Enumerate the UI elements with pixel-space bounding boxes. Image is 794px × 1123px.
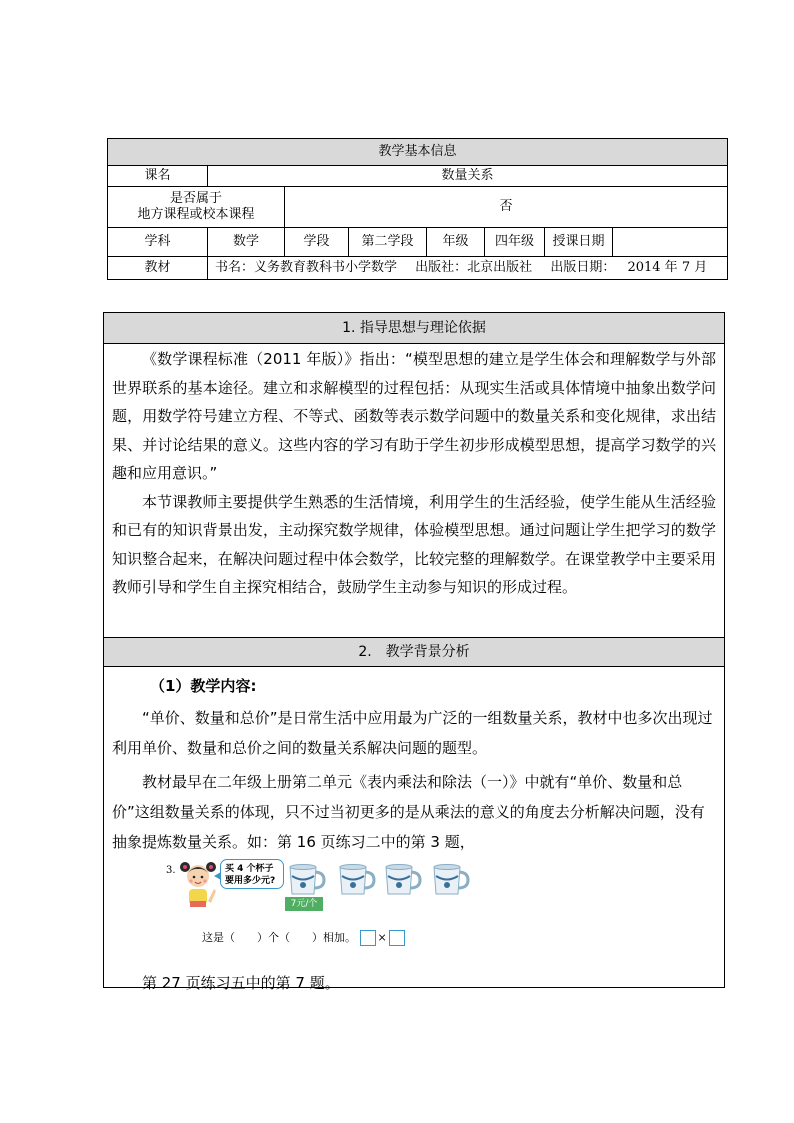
mug-icon: [382, 863, 422, 897]
exercise-question-text: 这是（ ）个（ ）相加。: [202, 931, 356, 944]
local-course-value: 否: [285, 187, 728, 228]
section2-paragraph-2: 教材最早在二年级上册第二单元《表内乘法和除法（一）》中就有“单价、数量和总价”这组数量关系的体现，只不过当初更多的是从乘法的意义的角度去分析解决问题，没有抽象提炼数量关系。如：第 16 页练习二中的第 3 题，: [112, 773, 705, 851]
girl-illustration: [178, 857, 218, 909]
mug-icon: [336, 863, 376, 897]
basic-info-table: [107, 138, 728, 280]
times-sign: ×: [377, 931, 387, 944]
speech-bubble: 买 4 个杯子要用多少元?: [220, 859, 284, 889]
answer-box: [360, 930, 376, 946]
mug-icon: [430, 863, 470, 897]
local-course-label: [108, 187, 285, 228]
course-value: 数量关系: [208, 166, 728, 187]
section2-paragraph-1: “单价、数量和总价”是日常生活中应用最为广泛的一组数量关系，教材中也多次出现过利用单价、数量和总价之间的数量关系解决问题的题型。: [112, 709, 713, 757]
local-course-label-line1: 是否属于: [169, 191, 222, 206]
section1-body: [104, 345, 724, 637]
teaching-content-heading: （1）教学内容:: [150, 677, 257, 695]
course-label: 课名: [108, 166, 208, 187]
publication-date-label: 出版日期：: [550, 260, 616, 275]
publication-date: 2014 年 7 月: [627, 260, 708, 275]
mug-icon: [286, 863, 326, 897]
grade-label: 年级: [427, 228, 485, 257]
textbook-label: 教材: [108, 257, 208, 280]
publisher: 出版社：北京出版社: [415, 260, 533, 275]
book-name: 书名：义务教育教科书小学数学: [215, 260, 398, 275]
grade-value: 四年级: [485, 228, 545, 257]
exercise-number: 3.: [166, 865, 176, 876]
date-value: [613, 228, 728, 257]
subject-label: 学科: [108, 228, 208, 257]
section1-heading: 1. 指导思想与理论依据: [104, 313, 724, 344]
textbook-info: [208, 257, 728, 280]
section1-paragraph-1: 《数学课程标准（2011 年版）》指出：“模型思想的建立是学生体会和理解数学与外部世界联系的基本途径。建立和求解模型的过程包括：从现实生活或具体情境中抽象出数学问题，用数学符号建立方程、不等式、函数等表示数学问题中的数量关系和变化规律，求出结果、并讨论结果的意义。这些内容的学习有助于学生初步形成模型思想，提高学习数学的兴趣和应用意识。”: [112, 350, 716, 482]
section1-paragraph-2: 本节课教师主要提供学生熟悉的生活情境，利用学生的生活经验，使学生能从生活经验和已有的知识背景出发，主动探究数学规律，体验模型思想。通过问题让学生把学习的数学知识整合起来，在解决问题过程中体会数学，比较完整的理解数学。在课堂教学中主要采用教师引导和学生自主探究相结合，鼓励学生主动参与知识的形成过程。: [112, 492, 716, 596]
exercise-question: [202, 929, 405, 946]
local-course-label-line2: 地方课程或校本课程: [137, 207, 255, 222]
section2-heading: 2. 教学背景分析: [104, 637, 724, 667]
section2-paragraph-3: 第 27 页练习五中的第 7 题。: [142, 974, 340, 992]
price-tag: 7元/个: [285, 897, 323, 911]
exercise-illustration: [112, 857, 716, 969]
subject-value: 数学: [208, 228, 285, 257]
section2-body: [104, 675, 724, 997]
content-box: [103, 312, 725, 992]
stage-value: 第二学段: [349, 228, 427, 257]
stage-label: 学段: [285, 228, 349, 257]
answer-box: [389, 930, 405, 946]
info-table-title: 教学基本信息: [108, 139, 728, 166]
date-label: 授课日期: [545, 228, 613, 257]
